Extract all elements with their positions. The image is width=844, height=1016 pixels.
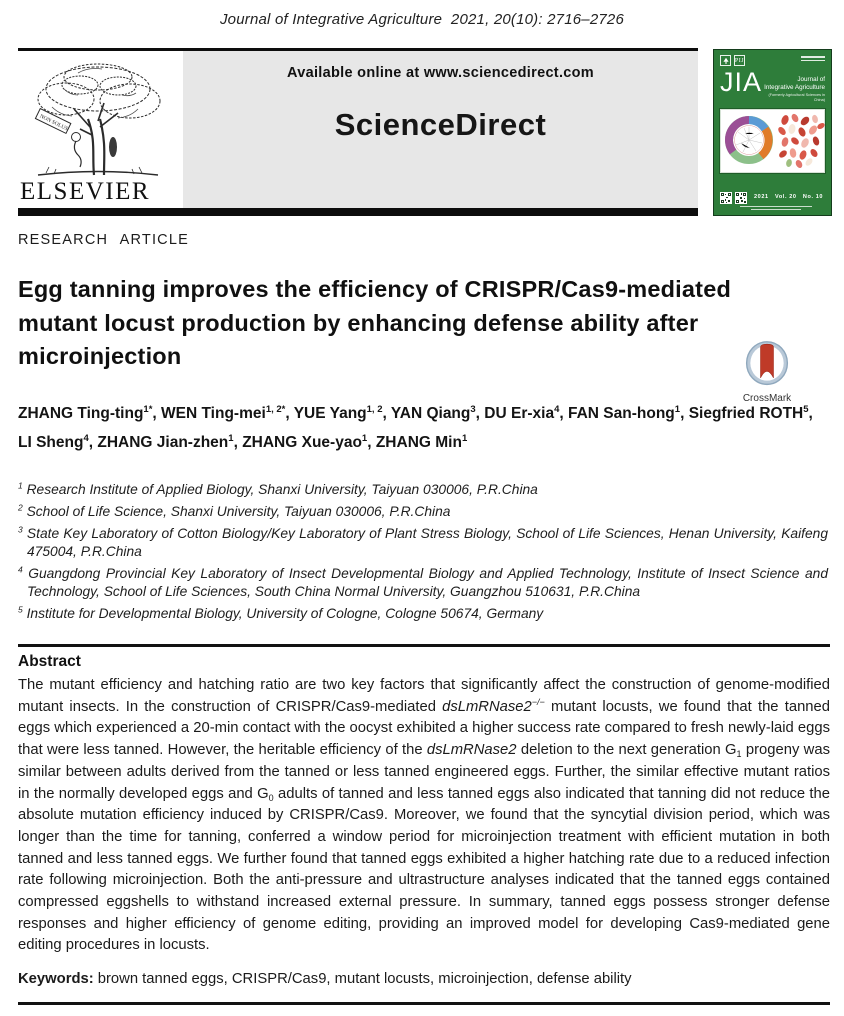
- page-bottom-rule: [18, 1002, 830, 1005]
- qr-code-icon: [720, 192, 732, 204]
- elsevier-logo: [18, 51, 183, 208]
- author-name: DU Er-xia: [484, 405, 555, 422]
- author-name: LI Sheng: [18, 434, 84, 451]
- author-name: ZHANG Min: [375, 434, 462, 451]
- caas-logo-icon: [720, 55, 731, 66]
- qr-code-icon: [735, 192, 747, 204]
- affiliation-item: $^3$ State Key Laboratory of Cotton Biology/Key Laboratory of Plant Stress Biology, School of Life Sciences, Henan University, Kaifeng 475004, P.R.China: [18, 524, 828, 559]
- available-online-text: Available online at www.sciencedirect.com: [287, 65, 594, 81]
- author-name: Siegfried ROTH: [688, 405, 804, 422]
- keywords-text: brown tanned eggs, CRISPR/Cas9, mutant locusts, microinjection, defense ability: [93, 971, 632, 987]
- abstract-text: The mutant efficiency and hatching ratio are two key factors that significantly affect the construction of genome-modified mutant insects. In the construction of CRISPR/Cas9-mediated dsLmRNase2−/− mutant locusts, we found that the tanned eggs which experienced a 20-min contact with the oocyst exhibited a higher success rate compared to fresh newly-laid eggs that were less tanned. However, the heritable efficiency of the dsLmRNase2 deletion to the next generation $G_1$ progeny was similar between adults derived from the tanned or less tanned engineered eggs. Further, the similar effective mutant ratios in the normally developed eggs and $G_0$ adults of tanned and less tanned eggs also indicated that tanning did not reduce the absolute mutation efficiency induced by CRISPR/Cas9. Moreover, we found that the syncytial division period, which was longer than the time for tanning, conferred a window period for microinjection treatment with efficient mutation in both tanned and less tanned eggs. We further found that tanned eggs exhibited a higher hatching rate due to a reduced infection rate following microinjection. Both the anti-pressure and ultrastructure analyses indicated that the tanned eggs contained compressed eggshells to withstand increased external pressure. In summary, tanned eggs possess stronger defense responses and higher efficiency of genome editing, providing an improved model for developing Cas9-mediated gene editing procedures in locusts.: [18, 677, 831, 954]
- article-title: Egg tanning improves the efficiency of CRISPR/Cas9-mediated mutant locust production by enhancing defense ability after microinjection: [18, 276, 732, 369]
- crossmark-badge[interactable]: [738, 340, 796, 404]
- crossmark-icon: [742, 340, 792, 388]
- cover-formerly-line: (Formerly Agricultural Sciences in China): [768, 93, 825, 103]
- svg-text:NON SOLUS: NON SOLUS: [38, 113, 69, 133]
- cover-footer: [720, 192, 825, 210]
- affiliation-item: $^5$ Institute for Developmental Biology, University of Cologne, Cologne 50674, Germany: [18, 604, 544, 621]
- elsevier-tree-icon: [18, 55, 178, 179]
- sciencedirect-banner: [183, 51, 698, 208]
- cover-artwork: [720, 109, 825, 173]
- keywords-label: Keywords:: [18, 971, 94, 987]
- pij-logo: PIJ: [734, 55, 745, 66]
- author-name: ZHANG Xue-yao: [242, 434, 362, 451]
- author-name: YUE Yang: [293, 405, 367, 422]
- crossmark-label: CrossMark: [742, 393, 792, 404]
- journal-cover-thumbnail: [713, 49, 832, 216]
- publisher-header-band: [18, 48, 698, 216]
- author-list: ZHANG Ting-ting$^{1*}$, WEN Ting-mei$^{1, 2*}$, YUE Yang$^{1, 2}$, YAN Qiang$^3$, DU Er-xia$^4$, FAN San-hong$^1$, Siegfried ROTH$^5$, LI Sheng$^4$, ZHANG Jian-zhen$^1$, ZHANG Xue-yao$^1$, ZHANG Min$^1$: [18, 403, 813, 451]
- cover-issue-line: 2021 Vol. 20 No. 10: [754, 194, 824, 201]
- issn-text-bars: [801, 55, 825, 61]
- jia-wordmark: JIA: [720, 67, 763, 97]
- header-bottom-rule: [18, 208, 698, 216]
- author-name: FAN San-hong: [568, 405, 675, 422]
- cover-journal-name: Journal of Integrative Agriculture (Formerly Agricultural Sciences in China): [762, 70, 825, 103]
- author-name: WEN Ting-mei: [161, 405, 266, 422]
- author-name: ZHANG Jian-zhen: [97, 434, 229, 451]
- affiliation-item: $^4$ Guangdong Provincial Key Laboratory of Insect Developmental Biology and Applied Technology, Institute of Insect Science and Technology, School of Life Sciences, South China Normal University, Guangzhou 510631, P.R.China: [18, 564, 828, 599]
- sciencedirect-wordmark: ScienceDirect: [334, 107, 547, 142]
- cover-url-text-bars: [740, 206, 825, 210]
- abstract-top-rule: [18, 644, 830, 647]
- elsevier-wordmark: ELSEVIER: [20, 178, 151, 205]
- affiliation-item: $^2$ School of Life Science, Shanxi University, Taiyuan 030006, P.R.China: [18, 502, 451, 520]
- author-name: ZHANG Ting-ting: [18, 405, 144, 422]
- abstract-heading: Abstract: [18, 653, 81, 670]
- journal-citation-line: Journal of Integrative Agriculture 2021, 20(10): 2716–2726: [219, 11, 624, 28]
- section-label: RESEARCH ARTICLE: [18, 232, 189, 248]
- cover-artwork-image: [721, 110, 826, 170]
- affiliation-item: $^1$ Research Institute of Applied Biology, Shanxi University, Taiyuan 030006, P.R.China: [18, 480, 538, 497]
- affiliation-list: [18, 481, 828, 627]
- author-name: YAN Qiang: [390, 405, 471, 422]
- keywords-line: [18, 971, 830, 987]
